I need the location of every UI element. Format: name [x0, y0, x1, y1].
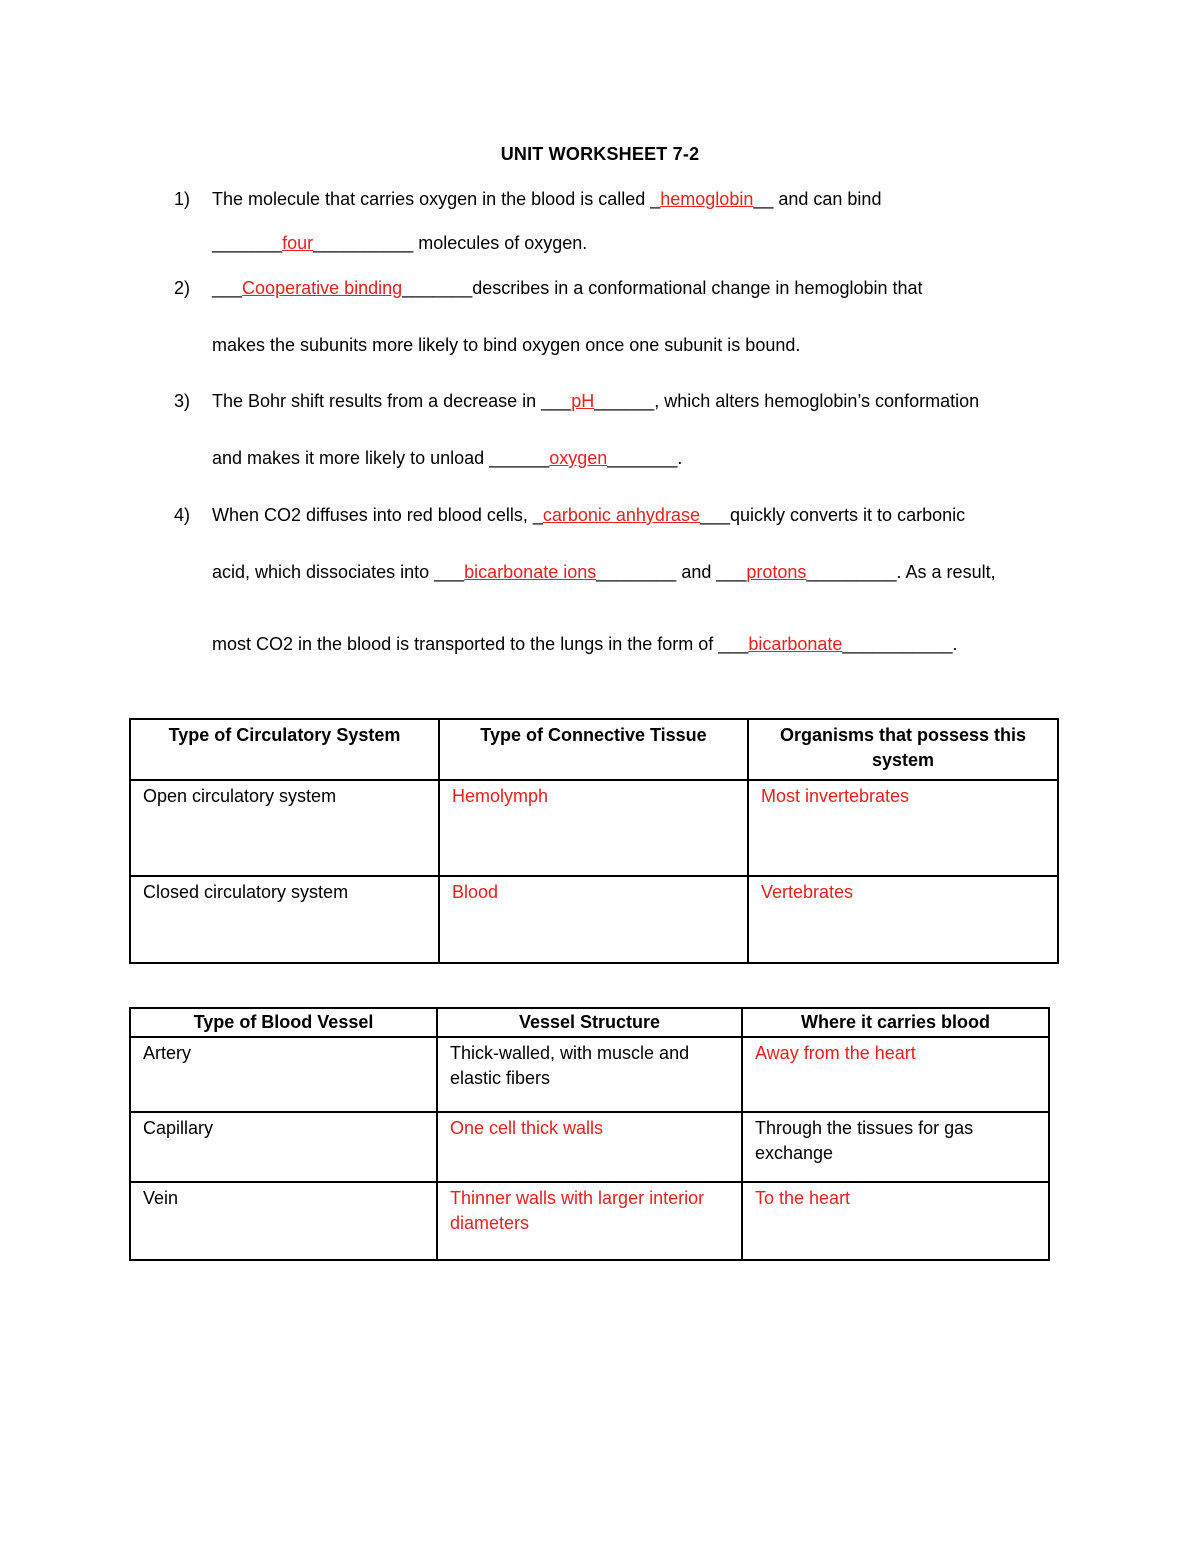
q1-answer-four: four	[282, 233, 314, 253]
q4-answer-carbonic-anhydrase: carbonic anhydrase	[542, 505, 700, 525]
q1-text-b: __ and can bind	[753, 189, 882, 209]
question-3-line-1	[212, 391, 979, 412]
q4-answer-bicarbonate: bicarbonate	[748, 634, 843, 654]
q4-text-g: ___________.	[842, 634, 958, 654]
cell-open-system: Open circulatory system	[130, 780, 439, 876]
question-2-line-2: makes the subunits more likely to bind oxygen once one subunit is bound.	[212, 335, 801, 355]
q1-answer-hemoglobin: hemoglobin	[660, 189, 754, 209]
question-1-number: 1)	[174, 189, 191, 209]
q1-text-a: The molecule that carries oxygen in the blood is called _	[212, 189, 661, 209]
q3-text-b: ______, which alters hemoglobin’s conformation	[594, 391, 980, 411]
q1-text-c: __________ molecules of oxygen.	[313, 233, 588, 253]
question-4-line-3	[212, 634, 958, 655]
table-row	[130, 1037, 1049, 1112]
question-3-line-2	[212, 448, 682, 469]
q2-text-a: _______describes in a conformational change in hemoglobin that	[402, 278, 923, 298]
table-row	[130, 1182, 1049, 1260]
q2-blank-pre: ___	[212, 278, 243, 298]
question-2-line-1	[212, 278, 923, 299]
q4-text-f: most CO2 in the blood is transported to the lungs in the form of ___	[212, 634, 749, 654]
header-organisms: Organisms that possess this system	[748, 719, 1058, 780]
q3-text-c: and makes it more likely to unload ______	[212, 448, 550, 468]
question-3-number: 3)	[174, 391, 191, 411]
blood-vessel-table	[129, 1007, 1050, 1261]
cell-vein-structure: Thinner walls with larger interior diameters	[437, 1182, 742, 1260]
q4-text-d: ________ and ___	[596, 562, 747, 582]
header-circulatory-system: Type of Circulatory System	[130, 719, 439, 780]
question-1-line-1	[212, 189, 881, 210]
q3-answer-ph: pH	[571, 391, 595, 411]
cell-capillary: Capillary	[130, 1112, 437, 1182]
cell-vein: Vein	[130, 1182, 437, 1260]
cell-hemolymph: Hemolymph	[439, 780, 748, 876]
question-4-number: 4)	[174, 505, 191, 525]
table-row	[130, 876, 1058, 963]
table-header-row	[130, 719, 1058, 780]
header-vessel-structure: Vessel Structure	[437, 1008, 742, 1037]
cell-most-invertebrates: Most invertebrates	[748, 780, 1058, 876]
table-header-row	[130, 1008, 1049, 1037]
q3-text-d: _______.	[607, 448, 683, 468]
cell-artery: Artery	[130, 1037, 437, 1112]
question-2-number: 2)	[174, 278, 191, 298]
q4-text-e: _________. As a result,	[806, 562, 996, 582]
cell-vein-direction: To the heart	[742, 1182, 1049, 1260]
q3-answer-oxygen: oxygen	[549, 448, 608, 468]
cell-capillary-direction: Through the tissues for gas exchange	[742, 1112, 1049, 1182]
header-vessel-type: Type of Blood Vessel	[130, 1008, 437, 1037]
question-1-line-2	[212, 233, 587, 254]
q2-answer-cooperative-binding: Cooperative binding	[242, 278, 403, 298]
circulatory-system-table	[129, 718, 1059, 964]
q4-answer-protons: protons	[746, 562, 807, 582]
table-row	[130, 1112, 1049, 1182]
q4-text-a: When CO2 diffuses into red blood cells, _	[212, 505, 543, 525]
question-4-line-1	[212, 505, 965, 526]
worksheet-title: UNIT WORKSHEET 7-2	[500, 144, 700, 164]
cell-blood: Blood	[439, 876, 748, 963]
table-row	[130, 780, 1058, 876]
q4-answer-bicarbonate-ions: bicarbonate ions	[464, 562, 597, 582]
q3-text-a: The Bohr shift results from a decrease in ___	[212, 391, 572, 411]
cell-closed-system: Closed circulatory system	[130, 876, 439, 963]
header-connective-tissue: Type of Connective Tissue	[439, 719, 748, 780]
cell-artery-direction: Away from the heart	[742, 1037, 1049, 1112]
cell-artery-structure: Thick-walled, with muscle and elastic fibers	[437, 1037, 742, 1112]
cell-capillary-structure: One cell thick walls	[437, 1112, 742, 1182]
header-where-carries: Where it carries blood	[742, 1008, 1049, 1037]
cell-vertebrates: Vertebrates	[748, 876, 1058, 963]
q4-text-c: acid, which dissociates into ___	[212, 562, 465, 582]
question-4-line-2	[212, 562, 996, 583]
q4-text-b: ___quickly converts it to carbonic	[699, 505, 966, 525]
q1-blank-pre: _______	[212, 233, 283, 253]
